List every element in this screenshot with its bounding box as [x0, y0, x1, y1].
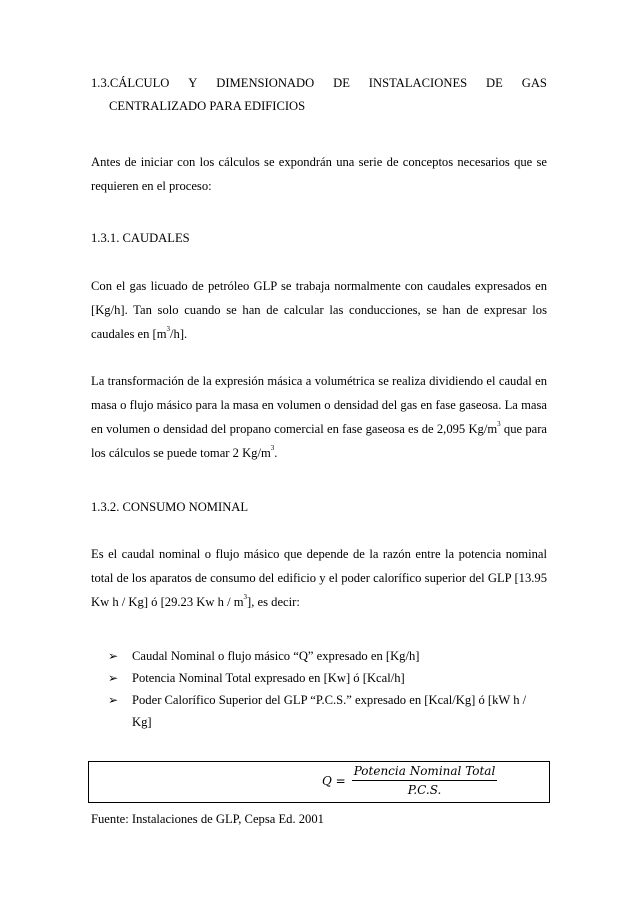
heading-line-2: CENTRALIZADO PARA EDIFICIOS: [109, 99, 306, 113]
formula-lhs: Q =: [322, 773, 346, 788]
subsection-title-consumo-nominal: 1.3.2. CONSUMO NOMINAL: [91, 500, 249, 514]
list-item: [108, 645, 548, 667]
section-heading: [91, 73, 547, 116]
intro-paragraph: Antes de iniciar con los cálculos se expondrán una serie de conceptos necesarios que se requieren en el proceso:: [91, 155, 547, 193]
caudales-paragraph-2: [91, 369, 547, 465]
heading-word: INSTALACIONES: [368, 76, 468, 90]
superscript: 3: [497, 420, 501, 428]
formula-numerator: Potencia Nominal Total: [352, 764, 498, 781]
list-item: [108, 689, 548, 733]
consumo-paragraph: [91, 542, 547, 614]
subsection-title-caudales: 1.3.1. CAUDALES: [91, 231, 190, 245]
arrow-bullet-icon: ➢: [108, 671, 119, 685]
heading-word: 1.3.CÁLCULO: [91, 76, 170, 90]
list-item-text: Potencia Nominal Total expresado en [Kw] ó [Kcal/h]: [132, 671, 405, 685]
formula-fraction: [352, 764, 498, 797]
list-item-text: Caudal Nominal o flujo másico “Q” expresado en [Kg/h]: [132, 649, 420, 663]
formula-box: [88, 761, 550, 803]
paragraph-text: Es el caudal nominal o flujo másico que depende de la razón entre la potencia nominal total de los aparatos de consumo del edificio y el poder calorífico superior del GLP [13.95 Kw h / Kg] ó [29.23 Kw h / m: [91, 547, 547, 609]
heading-line-1: [91, 73, 547, 93]
heading-word: DE: [486, 76, 503, 90]
heading-word: Y: [188, 76, 198, 90]
list-item: [108, 667, 548, 689]
paragraph-text: .: [274, 446, 278, 460]
caudales-paragraph-1: [91, 274, 547, 346]
superscript: 3: [166, 325, 171, 333]
heading-word: DIMENSIONADO: [216, 76, 315, 90]
paragraph-text: Con el gas licuado de petróleo GLP se trabaja normalmente con caudales expresados en [Kg/h]. Tan solo cuando se han de calcular las conducciones, se han de expresar los caudales en [m: [91, 279, 547, 341]
superscript: 3: [243, 593, 248, 601]
paragraph-text: /h].: [170, 327, 188, 341]
formula: [322, 764, 497, 797]
source-note: Fuente: Instalaciones de GLP, Cepsa Ed. 2001: [91, 812, 324, 826]
paragraph-text: que para los cálculos se puede tomar 2 Kg/m: [91, 422, 547, 460]
list-item-text: Poder Calorífico Superior del GLP “P.C.S.” expresado en [Kcal/Kg] ó [kW h / Kg]: [132, 693, 527, 729]
arrow-bullet-icon: ➢: [108, 649, 119, 663]
bullet-list: [108, 645, 548, 733]
paragraph-text: La transformación de la expresión másica a volumétrica se realiza dividiendo el caudal en masa o flujo másico para la masa en volumen o densidad del gas en fase gaseosa. La masa en volumen o densidad del propano comercial en fase gaseosa es de 2,095 Kg/m: [91, 374, 547, 436]
superscript: 3: [270, 444, 275, 452]
formula-denominator: P.C.S.: [407, 783, 442, 797]
paragraph-text: ], es decir:: [247, 595, 300, 609]
arrow-bullet-icon: ➢: [108, 693, 119, 707]
heading-word: DE: [333, 76, 350, 90]
heading-word: GAS: [521, 76, 547, 90]
